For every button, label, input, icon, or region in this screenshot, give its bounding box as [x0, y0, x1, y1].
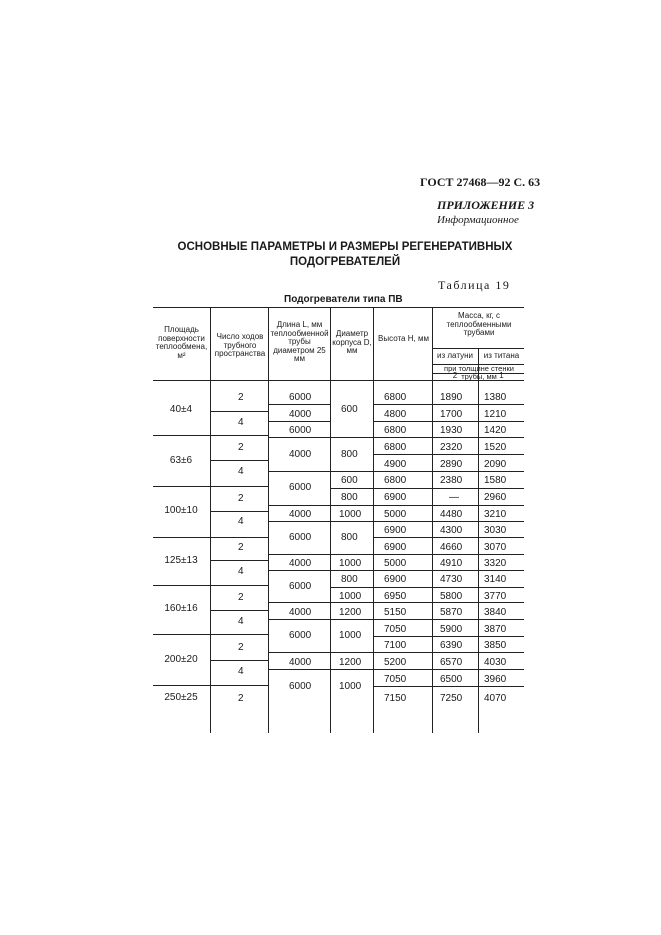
length-cell: 6000	[289, 581, 312, 592]
height-cell: 6900	[384, 542, 407, 553]
header-thickness: при толщине стенки трубы, мм	[444, 364, 514, 381]
brass-mass-cell: 4660	[440, 542, 463, 553]
brass-mass-cell: 6390	[440, 640, 463, 651]
page-header: ГОСТ 27468—92 С. 63	[420, 175, 541, 189]
passes-cell: 4	[238, 516, 244, 527]
length-cell: 6000	[289, 532, 312, 543]
brass-mass-cell: 2320	[440, 442, 463, 453]
length-cell: 4000	[289, 657, 312, 668]
brass-mass-cell: 1890	[440, 392, 463, 403]
height-cell: 5000	[384, 509, 407, 520]
brass-mass-cell: 4910	[440, 558, 463, 569]
appendix-note: Информационное	[437, 214, 519, 226]
document-title-line1: ОСНОВНЫЕ ПАРАМЕТРЫ И РАЗМЕРЫ РЕГЕНЕРАТИВНЫХ	[177, 241, 513, 253]
length-cell: 4000	[289, 558, 312, 569]
passes-cell: 4	[238, 466, 244, 477]
document-title-line2: ПОДОГРЕВАТЕЛЕЙ	[289, 256, 401, 268]
titanium-mass-cell: 3770	[484, 591, 507, 602]
length-cell: 6000	[289, 681, 312, 692]
length-cell: 4000	[289, 509, 312, 520]
height-cell: 5150	[384, 607, 407, 618]
titanium-mass-cell: 3210	[484, 509, 507, 520]
diameter-cell: 800	[341, 574, 358, 585]
titanium-mass-cell: 1520	[484, 442, 507, 453]
area-cell: 40±4	[169, 404, 193, 415]
titanium-mass-cell: 2090	[484, 459, 507, 470]
titanium-mass-cell: 3320	[484, 558, 507, 569]
passes-cell: 2	[238, 592, 244, 603]
header-length: Длина L, мм теплообменной трубы диаметром 25 мм	[270, 320, 329, 363]
height-cell: 6900	[384, 492, 407, 503]
height-cell: 7150	[384, 693, 407, 704]
length-cell: 4000	[289, 409, 312, 420]
titanium-mass-cell: 3870	[484, 624, 507, 635]
titanium-mass-cell: 3840	[484, 607, 507, 618]
diameter-cell: 1000	[339, 509, 362, 520]
area-cell: 63±6	[169, 455, 193, 466]
titanium-mass-cell: 3070	[484, 542, 507, 553]
length-cell: 6000	[289, 630, 312, 641]
table-subtitle: Подогреватели типа ПВ	[284, 294, 403, 305]
appendix-title: ПРИЛОЖЕНИЕ 3	[437, 198, 535, 212]
brass-mass-cell: 7250	[440, 693, 463, 704]
height-cell: 4900	[384, 459, 407, 470]
header-mass: Масса, кг, с теплообменными трубами	[446, 311, 512, 337]
height-cell: 7100	[384, 640, 407, 651]
height-cell: 5200	[384, 657, 407, 668]
passes-cell: 4	[238, 417, 244, 428]
titanium-mass-cell: 3960	[484, 674, 507, 685]
height-cell: 6800	[384, 475, 407, 486]
brass-mass-cell: 6500	[440, 674, 463, 685]
diameter-cell: 1000	[339, 630, 362, 641]
brass-mass-cell: 4730	[440, 574, 463, 585]
length-cell: 6000	[289, 482, 312, 493]
diameter-cell: 800	[341, 532, 358, 543]
passes-cell: 2	[238, 693, 244, 704]
area-cell: 250±25	[164, 692, 198, 703]
brass-mass-cell: 1930	[440, 425, 463, 436]
passes-cell: 2	[238, 392, 244, 403]
titanium-mass-cell: 3030	[484, 525, 507, 536]
titanium-mass-cell: 3140	[484, 574, 507, 585]
area-cell: 200±20	[164, 654, 198, 665]
brass-mass-cell: —	[449, 492, 459, 503]
diameter-cell: 800	[341, 492, 358, 503]
titanium-mass-cell: 1380	[484, 392, 507, 403]
header-height: Высота H, мм	[378, 334, 429, 343]
titanium-mass-cell: 1580	[484, 475, 507, 486]
length-cell: 6000	[289, 392, 312, 403]
area-cell: 100±10	[164, 505, 198, 516]
passes-cell: 2	[238, 542, 244, 553]
titanium-mass-cell: 1210	[484, 409, 507, 420]
header-brass: из латуни	[437, 351, 473, 360]
area-cell: 125±13	[164, 555, 198, 566]
diameter-cell: 1000	[339, 591, 362, 602]
passes-cell: 2	[238, 642, 244, 653]
header-titanium: из титана	[483, 351, 520, 360]
header-passes: Число ходов трубного пространства	[214, 332, 266, 358]
titanium-mass-cell: 4070	[484, 693, 507, 704]
length-cell: 4000	[289, 607, 312, 618]
passes-cell: 4	[238, 666, 244, 677]
brass-mass-cell: 2890	[440, 459, 463, 470]
titanium-mass-cell: 4030	[484, 657, 507, 668]
height-cell: 6950	[384, 591, 407, 602]
length-cell: 6000	[289, 425, 312, 436]
height-cell: 6800	[384, 392, 407, 403]
height-cell: 4800	[384, 409, 407, 420]
diameter-cell: 600	[341, 475, 358, 486]
titanium-mass-cell: 3850	[484, 640, 507, 651]
titanium-mass-cell: 2960	[484, 492, 507, 503]
table-number: Таблица 19	[438, 278, 511, 292]
height-cell: 6900	[384, 525, 407, 536]
height-cell: 7050	[384, 674, 407, 685]
passes-cell: 2	[238, 442, 244, 453]
height-cell: 5000	[384, 558, 407, 569]
brass-mass-cell: 4480	[440, 509, 463, 520]
passes-cell: 4	[238, 566, 244, 577]
brass-mass-cell: 1700	[440, 409, 463, 420]
brass-mass-cell: 6570	[440, 657, 463, 668]
height-cell: 6800	[384, 442, 407, 453]
brass-mass-cell: 5800	[440, 591, 463, 602]
diameter-cell: 600	[341, 404, 358, 415]
header-area: Площадь поверхности теплообмена, м²	[155, 325, 208, 360]
brass-mass-cell: 4300	[440, 525, 463, 536]
height-cell: 7050	[384, 624, 407, 635]
diameter-cell: 1000	[339, 558, 362, 569]
header-diameter: Диаметр корпуса D, мм	[332, 329, 372, 355]
diameter-cell: 800	[341, 449, 358, 460]
height-cell: 6800	[384, 425, 407, 436]
titanium-mass-cell: 1420	[484, 425, 507, 436]
diameter-cell: 1200	[339, 657, 362, 668]
brass-mass-cell: 5870	[440, 607, 463, 618]
brass-mass-cell: 2380	[440, 475, 463, 486]
passes-cell: 4	[238, 616, 244, 627]
brass-mass-cell: 5900	[440, 624, 463, 635]
length-cell: 4000	[289, 449, 312, 460]
passes-cell: 2	[238, 493, 244, 504]
area-cell: 160±16	[164, 603, 198, 614]
header-thickness-2: 2	[452, 371, 458, 380]
diameter-cell: 1200	[339, 607, 362, 618]
height-cell: 6900	[384, 574, 407, 585]
diameter-cell: 1000	[339, 681, 362, 692]
header-thickness-1: 1	[499, 371, 504, 380]
